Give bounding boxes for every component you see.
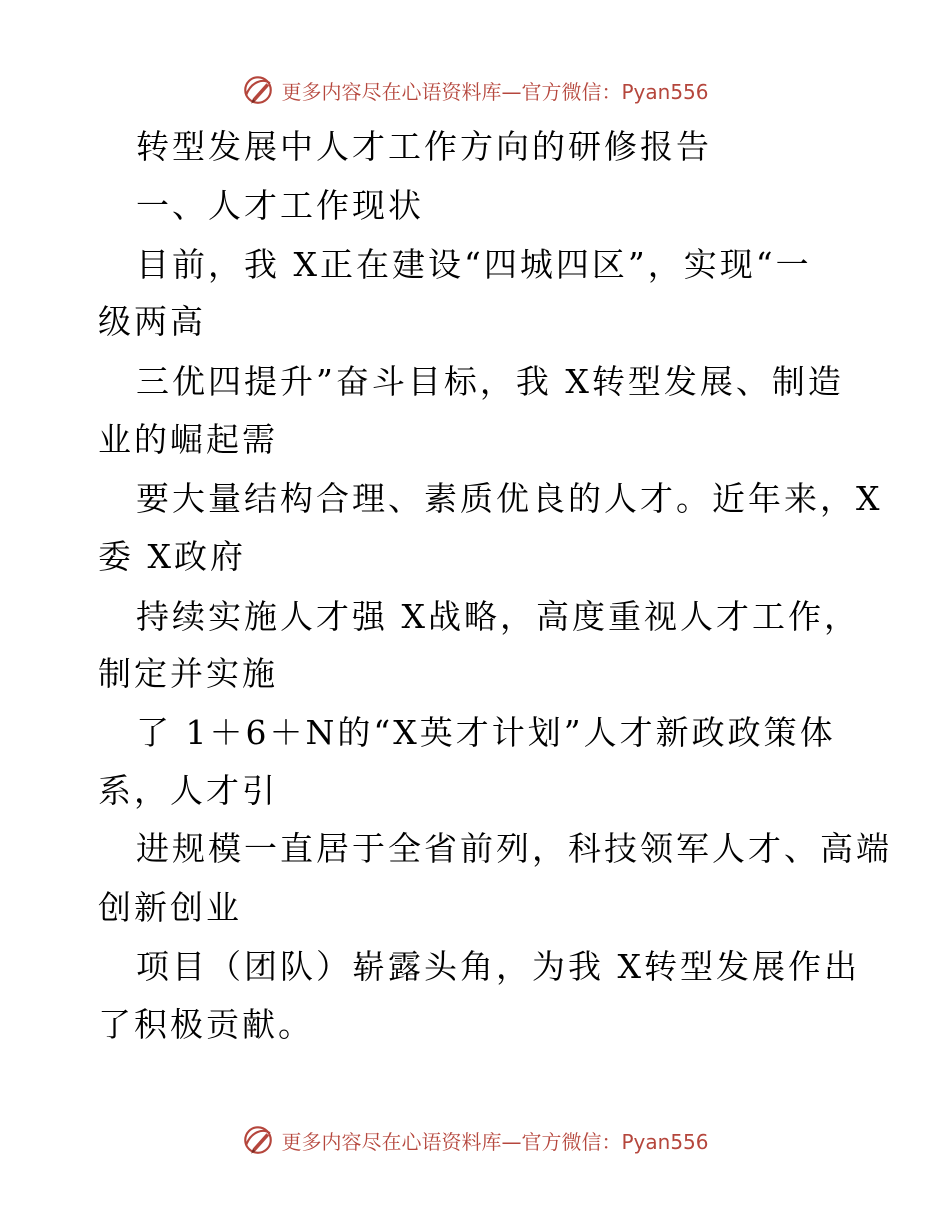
watermark-text: 更多内容尽在心语资料库—官方微信：Pyan556 bbox=[281, 79, 709, 104]
paragraph-line: 制定并实施 bbox=[98, 654, 278, 693]
paragraph-line: 持续实施人才强 X战略，高度重视人才工作， bbox=[136, 597, 860, 636]
paragraph-line: 进规模一直居于全省前列，科技领军人才、高端 bbox=[136, 829, 892, 868]
watermark-text: 更多内容尽在心语资料库—官方微信：Pyan556 bbox=[281, 1129, 709, 1154]
section-heading: 一、人才工作现状 bbox=[136, 186, 424, 225]
pen-logo-icon bbox=[241, 1123, 275, 1157]
paragraph-line: 业的崛起需 bbox=[98, 420, 278, 459]
paragraph-line: 委 X政府 bbox=[98, 537, 246, 576]
paragraph-line: 了 1＋6＋N的“X英才计划”人才新政政策体 bbox=[136, 713, 836, 752]
paragraph-line: 项目（团队）崭露头角，为我 X转型发展作出 bbox=[136, 947, 860, 986]
paragraph-line: 要大量结构合理、素质优良的人才。近年来，X bbox=[136, 479, 883, 518]
document-title: 转型发展中人才工作方向的研修报告 bbox=[136, 127, 712, 166]
paragraph-line: 了积极贡献。 bbox=[98, 1005, 314, 1044]
paragraph-line: 系，人才引 bbox=[98, 771, 278, 810]
paragraph-line: 级两高 bbox=[98, 302, 206, 341]
paragraph-line: 三优四提升”奋斗目标，我 X转型发展、制造 bbox=[136, 362, 844, 401]
paragraph-line: 目前，我 X正在建设“四城四区”，实现“一 bbox=[136, 245, 812, 284]
paragraph-line: 创新创业 bbox=[98, 888, 242, 927]
footer-watermark bbox=[0, 1120, 950, 1160]
